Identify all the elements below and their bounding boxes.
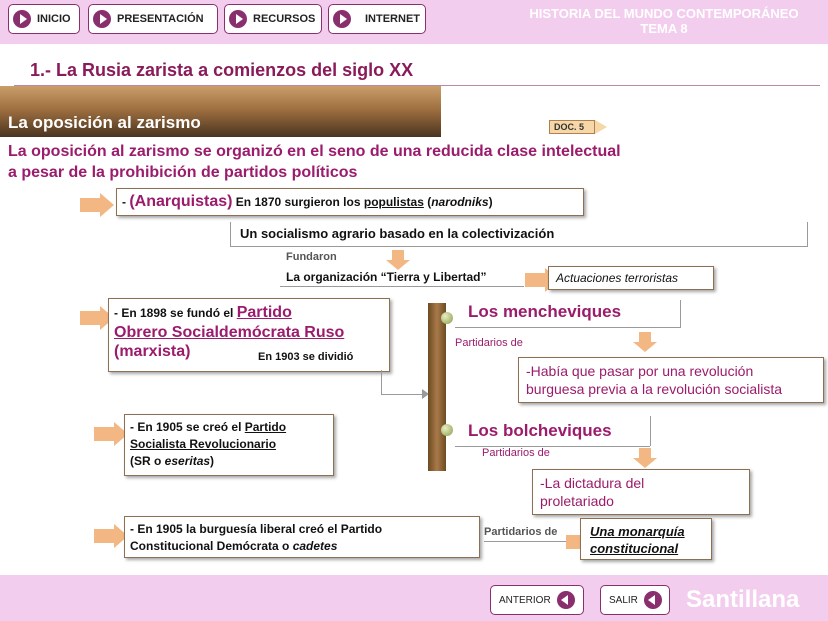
mencheviques-title: Los mencheviques (468, 302, 622, 321)
anterior-button[interactable] (490, 585, 584, 615)
course-title-line1: HISTORIA DEL MUNDO CONTEMPORÁNEO (529, 6, 799, 21)
connector-line (455, 327, 680, 328)
posdr-prefix: - (114, 306, 122, 320)
anarquistas-text1: En 1870 surgieron los (232, 195, 364, 209)
play-icon (93, 10, 111, 28)
bullet-icon (441, 312, 453, 324)
divided-label: En 1903 se dividió (258, 351, 354, 363)
arrow-down-icon (386, 250, 410, 270)
intro-text (8, 141, 748, 183)
arrow-down-icon (633, 448, 657, 468)
bolcheviques-title: Los bolcheviques (468, 421, 612, 440)
connector-line (381, 370, 382, 394)
sr-line3c: ) (210, 454, 215, 468)
populistas-link[interactable]: populistas (363, 195, 424, 209)
arrow-right-icon (94, 524, 128, 548)
mencheviques-idea (526, 362, 782, 398)
recursos-button[interactable] (224, 4, 322, 34)
actuaciones-text: Actuaciones terroristas (556, 271, 679, 285)
tierra-libertad-text: La organización “Tierra y Libertad” (286, 270, 487, 284)
bolcheviques-partidarios: Partidarios de (482, 447, 550, 459)
anarquistas-text (122, 194, 493, 210)
salir-label: SALIR (609, 594, 638, 606)
connector-line (230, 246, 808, 247)
subsection-title: La oposición al zarismo (8, 113, 201, 132)
intro-line2: a pesar de la prohibición de partidos políticos (8, 164, 358, 181)
play-icon (333, 10, 351, 28)
mencheviques-partidarios: Partidarios de (455, 337, 523, 349)
connector-line (381, 394, 423, 395)
sr-prefix: - (130, 420, 138, 434)
internet-label: INTERNET (365, 13, 420, 25)
cadetes-line2b: cadetes (292, 539, 338, 553)
connector-line (680, 300, 681, 328)
cadetes-idea-line2: constitucional (590, 541, 679, 556)
back-icon (557, 591, 575, 609)
recursos-label: RECURSOS (253, 13, 316, 25)
sr-text (130, 419, 286, 470)
cadetes-partidarios: Partidarios de (484, 526, 558, 538)
posdr-link-line1[interactable]: Partido (236, 304, 292, 321)
posdr-link-line2[interactable]: Obrero Socialdemócrata Ruso (114, 324, 345, 341)
arrow-right-icon (94, 422, 128, 446)
mencheviques-idea-line1: -Había que pasar por una revolución (526, 363, 754, 379)
arrow-right-icon (80, 193, 114, 217)
posdr-line3: (marxista) (114, 343, 191, 360)
connector-line (484, 541, 566, 542)
narodniks-term: narodniks (431, 195, 489, 209)
course-title-line2: TEMA 8 (640, 21, 688, 36)
bolcheviques-idea (540, 474, 644, 510)
anarquistas-text3: ) (488, 195, 493, 209)
doc-arrow-icon (595, 120, 607, 134)
socialismo-agrario-text: Un socialismo agrario basado en la colectivización (240, 226, 555, 241)
posdr-text1: En 1898 se fundó el (121, 306, 237, 320)
page-title: 1.- La Rusia zarista a comienzos del siglo XX (30, 60, 414, 80)
sr-line3b: eseritas (164, 454, 211, 468)
play-icon (229, 10, 247, 28)
split-bar (428, 303, 446, 471)
sr-link-line2[interactable]: Socialista Revolucionario (130, 437, 277, 451)
bolcheviques-idea-line2: proletariado (540, 493, 614, 509)
anarquistas-prefix: - (122, 195, 130, 209)
inicio-button[interactable] (8, 4, 80, 34)
connector-line (650, 416, 651, 446)
mencheviques-idea-line2: burguesa previa a la revolución socialista (526, 381, 783, 397)
intro-line1: La oposición al zarismo se organizó en el seno de una reducida clase intelectual (8, 143, 621, 160)
salir-button[interactable] (600, 585, 670, 615)
brand-logo: Santillana (686, 586, 800, 613)
presentacion-label: PRESENTACIÓN (117, 13, 204, 25)
connector-line (807, 222, 808, 246)
cadetes-idea (590, 523, 685, 557)
cadetes-line1: - En 1905 la burguesía liberal creó el Partido (130, 522, 383, 536)
doc-label: DOC. 5 (549, 120, 595, 134)
course-title (514, 6, 814, 36)
bullet-icon (441, 424, 453, 436)
sr-text1: En 1905 se creó el (137, 420, 245, 434)
back-icon (644, 591, 662, 609)
arrow-down-icon (633, 332, 657, 352)
internet-button[interactable] (328, 4, 426, 34)
connector-line (230, 222, 231, 246)
anterior-label: ANTERIOR (499, 594, 551, 606)
anarquistas-name: (Anarquistas) (129, 193, 233, 210)
inicio-label: INICIO (37, 13, 71, 25)
anarquistas-text2: ( (423, 195, 432, 209)
sr-line3a: (SR o (130, 454, 165, 468)
presentacion-button[interactable] (88, 4, 218, 34)
fundaron-label: Fundaron (286, 251, 337, 263)
bolcheviques-idea-line1: -La dictadura del (540, 475, 645, 491)
doc-5-button[interactable] (549, 120, 607, 134)
cadetes-text (130, 521, 382, 555)
sr-link-line1[interactable]: Partido (244, 420, 287, 434)
cadetes-idea-line1: Una monarquía (590, 524, 685, 539)
connector-line (280, 286, 524, 287)
play-icon (13, 10, 31, 28)
cadetes-line2a: Constitucional Demócrata o (130, 539, 293, 553)
